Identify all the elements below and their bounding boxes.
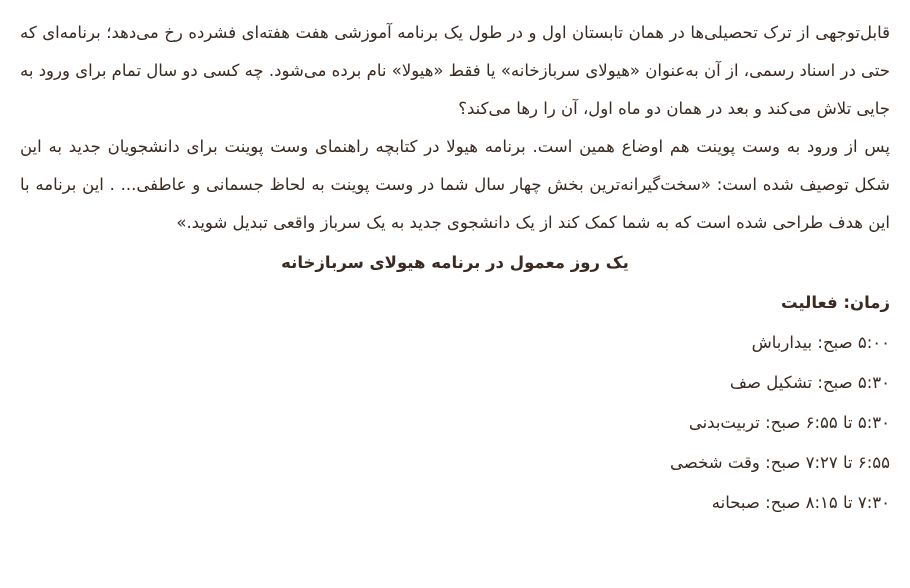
- schedule-heading: یک روز معمول در برنامه هیولای سربازخانه: [281, 253, 629, 272]
- schedule-title: زمان: فعالیت: [780, 293, 890, 312]
- schedule-list: [20, 288, 890, 518]
- schedule-item: ۷:۳۰ تا ۸:۱۵ صبح: صبحانه: [711, 493, 890, 512]
- schedule-item: ۵:۳۰ تا ۶:۵۵ صبح: تربیت‌بدنی: [688, 413, 890, 432]
- paragraph-1: قابل‌توجهی از ترک تحصیلی‌ها در همان تابستان اول و در طول یک برنامه آموزشی هفت هفته‌ای فشرده رخ می‌دهد؛ برنامه‌ای که حتی در اسناد رسمی، از آن به‌عنوان «هیولای سربازخانه» یا فقط «هیولا» نام برده می‌شود. چه کسی دو سال تمام برای ورود به جایی تلاش می‌کند و بعد در همان دو ماه اول، آن را رها می‌کند؟: [20, 23, 890, 118]
- schedule-item: ۶:۵۵ تا ۷:۲۷ صبح: وقت شخصی: [670, 453, 890, 472]
- schedule-item: ۵:۳۰ صبح: تشکیل صف: [729, 373, 890, 392]
- schedule-item: ۵:۰۰ صبح: بیدارباش: [751, 333, 890, 352]
- paragraph-2: پس از ورود به وست پوینت هم اوضاع همین است. برنامه هیولا در کتابچه راهنمای وست پوینت برای دانشجویان جدید به این شکل توصیف شده است: «سخت‌گیرانه‌ترین بخش چهار سال شما در وست پوینت به لحاظ جسمانی و عاطفی... . این برنامه با این هدف طراحی شده است که به شما کمک کند از یک دانشجوی جدید به یک سرباز واقعی تبدیل شوید.»: [20, 137, 890, 232]
